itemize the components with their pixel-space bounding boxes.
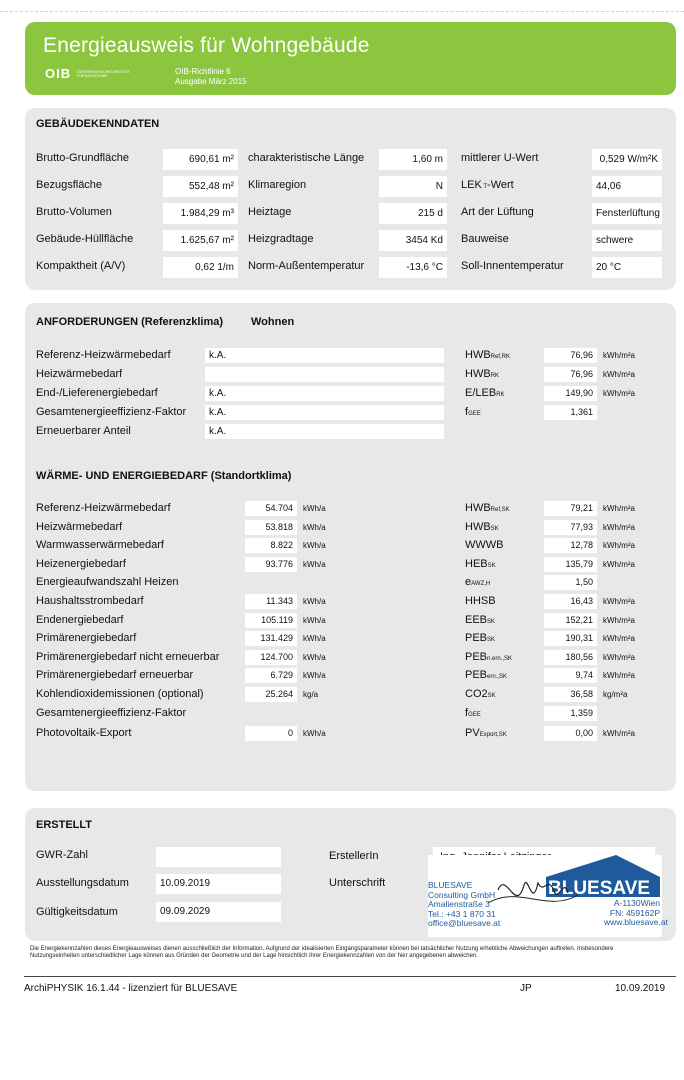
anforderungen-title: ANFORDERUNGEN (Referenzklima)	[36, 316, 224, 328]
waerme-label: Heizwärmebedarf	[36, 520, 123, 533]
anforderung-label: Referenz-Heizwärmebedarf	[36, 349, 171, 361]
header-banner	[25, 22, 676, 95]
waerme-code: fGEE	[465, 706, 481, 719]
stamp-fn: FN: 459162P	[609, 907, 660, 918]
waerme-kennzahl-unit: kWh/m²a	[603, 615, 635, 625]
waerme-kennzahl: 0,00	[544, 726, 597, 741]
anforderung-label: Erneuerbarer Anteil	[36, 425, 131, 437]
waerme-title: WÄRME- UND ENERGIEBEDARF (Standortklima)	[36, 470, 292, 482]
anforderung-value: 1,361	[544, 405, 597, 420]
waerme-unit: kWh/a	[303, 504, 326, 513]
gueltigkeitsdatum-label: Gültigkeitsdatum	[36, 906, 118, 918]
waerme-label: Endenergiebedarf	[36, 613, 124, 626]
oib-logo: OIB	[45, 66, 72, 81]
waerme-kennzahl-unit: kWh/m²a	[603, 634, 635, 644]
waerme-kennzahl: 12,78	[544, 538, 597, 553]
footer-divider	[24, 976, 676, 977]
waerme-label: Referenz-Heizwärmebedarf	[36, 502, 171, 514]
anforderung-code: HWBRK	[465, 368, 500, 380]
waerme-kennzahl-unit: kWh/m²a	[603, 652, 635, 662]
waerme-unit: kWh/a	[303, 522, 326, 532]
document-title: Energieausweis für Wohngebäude	[43, 34, 370, 57]
kenndaten-label: Gebäude-Hüllfläche	[36, 233, 134, 245]
waerme-kennzahl: 1,359	[544, 706, 597, 721]
waerme-kennzahl-unit: kWh/m²a	[603, 597, 635, 606]
waerme-value: 0	[245, 726, 297, 741]
waerme-kennzahl-unit: kWh/m²a	[603, 504, 635, 513]
waerme-unit: kWh/a	[303, 615, 326, 625]
waerme-value: 131.429	[245, 631, 297, 646]
kenndaten-label: Klimaregion	[248, 179, 307, 191]
stamp-address	[428, 881, 500, 929]
waerme-value: 8.822	[245, 538, 297, 553]
kenndaten-label: Soll-Innentemperatur	[461, 260, 564, 272]
stamp-line-street: Amalienstraße 3	[428, 899, 490, 909]
kenndaten-value: 0,62 1/m	[163, 257, 238, 278]
kenndaten-value: 44,06	[592, 176, 662, 197]
oib-logo-subtitle: ÖSTERREICHISCHES INSTITUT FÜR BAUTECHNIK	[77, 70, 130, 78]
anforderung-label: Heizwärmebedarf	[36, 368, 123, 380]
waerme-unit: kWh/a	[303, 597, 326, 606]
anforderungen-nutzung: Wohnen	[251, 316, 295, 328]
waerme-kennzahl: 180,56	[544, 650, 597, 665]
anforderung-code: HWBRef,RK	[465, 349, 511, 361]
kenndaten-label: mittlerer U-Wert	[461, 152, 539, 164]
anforderung-unit: kWh/m²a	[603, 351, 635, 360]
waerme-value: 25.264	[245, 687, 297, 702]
waerme-code: PEBSK	[465, 632, 496, 645]
waerme-code: CO2SK	[465, 688, 496, 700]
energie-panel	[25, 303, 676, 791]
kenndaten-label: Art der Lüftung	[461, 206, 534, 218]
waerme-kennzahl: 16,43	[544, 594, 597, 609]
kenndaten-value: 1,60 m	[379, 149, 447, 170]
kenndaten-value: N	[379, 176, 447, 197]
gueltigkeitsdatum-field: 09.09.2029	[156, 902, 281, 922]
waerme-unit: kWh/a	[303, 652, 326, 662]
footer-software: ArchiPHYSIK 16.1.44 - lizenziert für BLUESAVE	[24, 983, 238, 994]
gwr-label: GWR-Zahl	[36, 849, 88, 861]
disclaimer-text: Die Energiekennzahlen dieses Energieausweises dienen ausschließlich der Information. Aufgrund der idealisierten Eingangsparameter können bei tatsächlicher Nutzung erhebliche Abweichungen auftreten. Insbesondere Nutzungseinheiten unterschiedlicher Lage können aus Gründen der Geometrie und der Lage hinsichtlich ihrer Energiekennzahlen von der hier angegebenen abweichen.	[30, 946, 614, 960]
waerme-unit: kg/a	[303, 690, 319, 699]
stamp-line-gmbh: Consulting GmbH	[428, 889, 496, 900]
stamp-line-email: office@bluesave.at	[428, 918, 501, 928]
footer-initials: JP	[520, 983, 532, 994]
kenndaten-value: 0,529 W/m²K	[592, 149, 662, 170]
waerme-code: eAWZ,H	[465, 576, 491, 589]
stamp-line-phone: Tel.: +43 1 870 31	[428, 908, 496, 919]
waerme-kennzahl-unit: kg/m²a	[603, 690, 628, 699]
anforderung-value: 76,96	[544, 367, 597, 382]
waerme-kennzahl: 1,50	[544, 575, 597, 590]
anforderung-value: 149,90	[544, 386, 597, 401]
waerme-code: EEBSK	[465, 613, 496, 626]
kenndaten-value: -13,6 °C	[379, 257, 447, 278]
kenndaten-label: charakteristische Länge	[248, 152, 365, 164]
waerme-code: HWBRef,SK	[465, 502, 510, 514]
waerme-kennzahl: 79,21	[544, 501, 597, 516]
waerme-label: Energieaufwandszahl Heizen	[36, 576, 179, 589]
kenndaten-value: Fensterlüftung	[592, 203, 662, 224]
kenndaten-value: 690,61 m²	[163, 149, 238, 170]
waerme-unit: kWh/a	[303, 729, 326, 739]
kenndaten-value: 1.625,67 m²	[163, 230, 238, 251]
waerme-value: 93.776	[245, 557, 297, 572]
waerme-label: Warmwasserwärmebedarf	[36, 539, 164, 552]
richtlinie-info	[175, 67, 247, 87]
kenndaten-value: 552,48 m²	[163, 176, 238, 197]
anforderung-requirement: k.A.	[205, 348, 444, 363]
waerme-value: 54.704	[245, 501, 297, 516]
waerme-code: WWWB	[465, 539, 504, 552]
waerme-code: HWBSK	[465, 520, 499, 533]
waerme-code: PVExport,SK	[465, 727, 507, 740]
waerme-value: 11.343	[245, 594, 297, 609]
company-stamp	[428, 855, 668, 937]
waerme-kennzahl: 190,31	[544, 631, 597, 646]
gwr-field	[156, 847, 281, 867]
waerme-kennzahl-unit: kWh/m²a	[603, 671, 635, 681]
kenndaten-value: 3454 Kd	[379, 230, 447, 251]
kenndaten-label: LEK T-Wert	[461, 179, 514, 191]
waerme-kennzahl-unit: kWh/m²a	[603, 541, 635, 551]
kenndaten-value: schwere	[592, 230, 662, 251]
kenndaten-label: Heiztage	[248, 206, 292, 218]
kenndaten-label: Kompaktheit (A/V)	[36, 260, 126, 272]
footer-date: 10.09.2019	[615, 983, 666, 994]
waerme-value: 53.818	[245, 520, 297, 535]
waerme-label: Photovoltaik-Export	[36, 727, 132, 740]
gebaeudekenndaten-panel	[25, 108, 676, 290]
anforderung-requirement: k.A.	[205, 424, 444, 439]
waerme-label: Primärenergiebedarf	[36, 632, 137, 645]
unterschrift-label: Unterschrift	[329, 877, 386, 889]
kenndaten-label: Norm-Außentemperatur	[248, 260, 365, 272]
stamp-city: A-1130Wien	[613, 898, 660, 908]
kenndaten-label: Brutto-Volumen	[36, 206, 112, 218]
anforderung-requirement: k.A.	[205, 386, 444, 401]
waerme-unit: kWh/a	[303, 559, 326, 569]
waerme-value: 105.119	[245, 613, 297, 628]
waerme-kennzahl: 36,58	[544, 687, 597, 702]
stamp-company-info	[604, 898, 668, 928]
ausstellungsdatum-field: 10.09.2019	[156, 874, 281, 894]
anforderung-unit: kWh/m²a	[603, 370, 635, 379]
waerme-code: HEBSK	[465, 557, 496, 570]
waerme-value: 6.729	[245, 668, 297, 683]
anforderung-code: E/LEBRK	[465, 387, 505, 399]
waerme-unit: kWh/a	[303, 541, 326, 551]
waerme-kennzahl: 135,79	[544, 557, 597, 572]
kenndaten-label: Bauweise	[461, 233, 509, 245]
anforderung-label: Gesamtenergieeffizienz-Faktor	[36, 406, 187, 418]
erstellt-title: ERSTELLT	[36, 819, 93, 831]
anforderung-requirement: k.A.	[205, 405, 444, 420]
top-divider	[0, 11, 684, 12]
waerme-kennzahl-unit: kWh/m²a	[603, 729, 635, 739]
stamp-web: www.bluesave.at	[604, 917, 668, 927]
waerme-label: Heizenergiebedarf	[36, 557, 126, 570]
kenndaten-label: Brutto-Grundfläche	[36, 152, 129, 164]
waerme-code: PEBern.,SK	[465, 669, 508, 682]
ausgabe-label: Ausgabe März 2015	[175, 77, 247, 86]
anforderung-requirement	[205, 367, 444, 382]
ausstellungsdatum-label: Ausstellungsdatum	[36, 877, 129, 889]
richtlinie-label: OIB-Richtlinie 6	[175, 67, 231, 76]
kenndaten-label: Heizgradtage	[248, 233, 314, 245]
waerme-kennzahl-unit: kWh/m²a	[603, 522, 635, 532]
waerme-unit: kWh/a	[303, 671, 326, 681]
waerme-kennzahl-unit: kWh/m²a	[603, 559, 635, 569]
anforderung-value: 76,96	[544, 348, 597, 363]
svg-text:BLUESAVE: BLUESAVE	[548, 878, 651, 899]
waerme-value: 124.700	[245, 650, 297, 665]
waerme-label: Primärenergiebedarf erneuerbar	[36, 669, 194, 682]
waerme-label: Gesamtenergieeffizienz-Faktor	[36, 706, 187, 719]
kenndaten-value: 20 °C	[592, 257, 662, 278]
kenndaten-value: 215 d	[379, 203, 447, 224]
gebaeudekenndaten-title: GEBÄUDEKENNDATEN	[36, 118, 160, 130]
waerme-label: Haushaltsstrombedarf	[36, 595, 144, 607]
kenndaten-label: Bezugsfläche	[36, 179, 103, 191]
waerme-kennzahl: 9,74	[544, 668, 597, 683]
waerme-code: PEBn.ern.,SK	[465, 650, 513, 663]
anforderung-label: End-/Lieferenergiebedarf	[36, 387, 158, 399]
waerme-label: Kohlendioxidemissionen (optional)	[36, 688, 204, 700]
anforderung-code: fGEE	[465, 406, 481, 418]
waerme-code: HHSB	[465, 595, 496, 607]
stamp-line-company: BLUESAVE	[428, 880, 473, 890]
anforderung-unit: kWh/m²a	[603, 389, 635, 398]
ersteller-label: ErstellerIn	[329, 850, 379, 862]
waerme-label: Primärenergiebedarf nicht erneuerbar	[36, 650, 220, 663]
waerme-unit: kWh/a	[303, 634, 326, 644]
waerme-kennzahl: 152,21	[544, 613, 597, 628]
waerme-kennzahl: 77,93	[544, 520, 597, 535]
kenndaten-value: 1.984,29 m³	[163, 203, 238, 224]
